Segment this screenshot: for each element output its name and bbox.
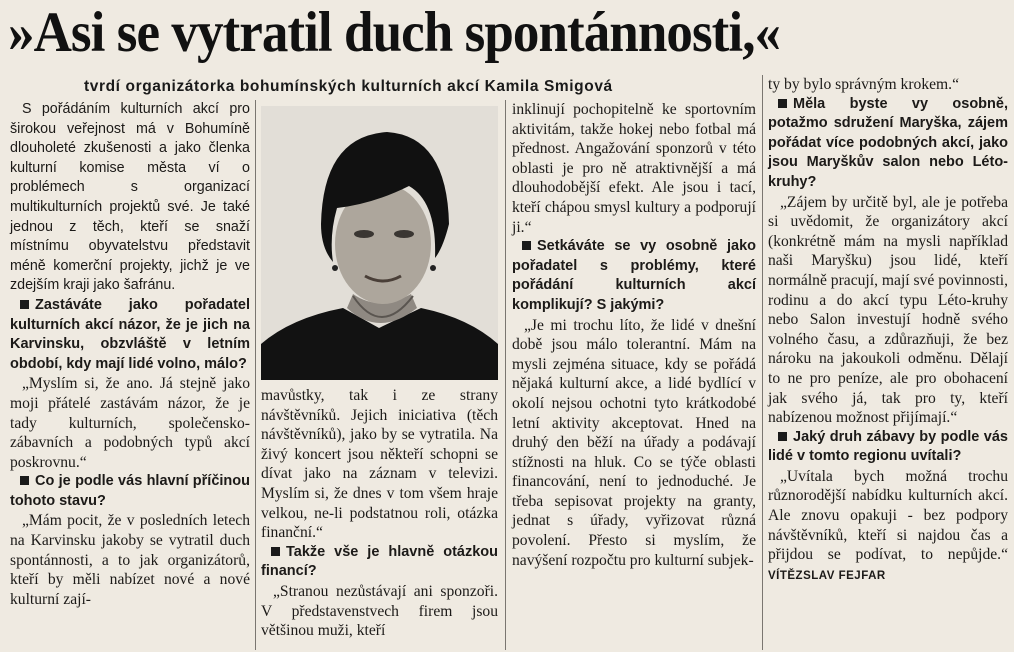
column-divider [505,100,506,650]
column-3 [512,100,756,570]
bullet-square-icon [271,547,280,556]
author-signature: VÍTĚZSLAV FEJFAR [768,569,886,582]
answer-2: „Mám pocit, že v posledních letech na Karvinsku jakoby se vytratil duch spontánnosti, a to jak organizátorů, kteří by měli nabízet nové a nové kulturní zají- [10,512,250,608]
bullet-square-icon [778,432,787,441]
column-1 [10,100,250,609]
bullet-square-icon [778,99,787,108]
column-2 [261,386,498,641]
portrait-photo [261,106,498,380]
column-divider [762,75,763,650]
question-3-text: Takže vše je hlavně otázkou financí? [261,543,498,580]
question-3 [261,543,498,582]
headline: »Asi se vytratil duch spontánnosti,« [8,1,781,64]
answer-6 [768,467,1008,587]
column-3-paragraph: inklinují pochopitelně ke sportovním aktivitám, takže hokej nebo fotbal má přednost. Angažování sponzorů v této oblasti je pro ně atraktivnější a má dlouhodobější efekt. Ale jsou i tací, kteří chápou smysl kultury a podporují ji.“ [512,101,756,236]
question-2-text: Co je podle vás hlavní příčinou tohoto stavu? [10,473,250,509]
answer-4: „Je mi trochu líto, že lidé v dnešní době jsou málo tolerantní. Mám na mysli zejména situace, kdy se pořádá nějaká kulturní akce, a lidé bydlící v okolí nejsou ochotni tyto krátkodobé letní aktivity akceptovat. Hned na druhý den běží na úřady a podávají stížnosti na hluk. Co se týče oblasti financování, není to jednoduché. Je třeba sepisovat projekty na granty, jednat s úřady, vyřizovat různá povolení. Přesto si myslím, že navýšení rozpočtu pro kulturní subjek- [512,316,756,569]
bullet-square-icon [20,300,29,309]
question-6 [768,428,1008,467]
answer-3: „Stranou nezůstávají ani sponzoři. V představenstvech firem jsou většinou muži, kteří [261,582,498,640]
intro-paragraph: S pořádáním kulturních akcí pro širokou veřejnost má v Bohumíně dlouholeté zkušenosti a jako členka kulturní komise města ví o problémech s organizací multikulturních projektů své. Je také jednou z těch, kteří se snaží místnímu obyvatelstvu představit méně komerční projekty, jichž je ve zdejším kraji jako šafránu. [10,101,250,294]
question-5-text: Měla byste vy osobně, potažmo sdružení Maryška, zájem pořádat více podobných akcí, jako jsou Maryškův salon nebo Léto-kruhy? [768,95,1008,190]
question-6-text: Jaký druh zábavy by podle vás lidé v tomto regionu uvítali? [768,428,1008,465]
question-1 [10,296,250,374]
column-4-paragraph: ty by bylo správným krokem.“ [768,76,959,93]
question-4-text: Setkáváte se vy osobně jako pořadatel s problémy, které pořádání kulturních akcí komplikují? S jakými? [512,238,756,313]
question-5 [768,95,1008,193]
question-2 [10,472,250,511]
answer-5: „Zájem by určitě byl, ale je potřeba si uvědomit, že organizátory akcí (konkrétně mám na mysli například naši Maryšku) jsou lidé, kteří normálně pracují, mají své povinnosti, rodinu a do akcí typu Léto-kruhy nebo Salon investují hodně svého volného času, a zdůrazňuji, že bez nároku na jakoukoli odměnu. Dělají to ne pro peníze, ale pro obohacení jak svého já, tak pro ty, kteří nabízenou možnost přijímají.“ [768,193,1008,427]
answer-6-text: „Uvítala bych možná trochu různorodější nabídku kulturních akcí. Ale znovu opakuji - bez podpory návštěvníků, kteří si najdou čas a přijdou se podívat, to nepůjde.“ [768,467,1008,564]
question-4 [512,237,756,315]
column-4 [768,75,1008,586]
question-1-text: Zastáváte jako pořadatel kulturních akcí názor, že je jich na Karvinsku, obzvláště v letním období, kdy mají lidé volno, málo? [10,296,250,372]
answer-1: „Myslím si, že ano. Já stejně jako moji přátelé zastávám názor, že je tady kulturních, společensko-zábavních a podobných typů akcí poskrovnu.“ [10,375,250,471]
bullet-square-icon [522,241,531,250]
column-2-paragraph: mavůstky, tak i ze strany návštěvníků. Jejich iniciativa (těch návštěvníků), jako by se vytratila. Na živý koncert jsou někteří schopni se dívat jako na záznam v televizi. Myslím si, že dnes v tom všem hraje velkou, ne-li podstatnou roli, otázka finanční.“ [261,387,498,542]
bullet-square-icon [20,476,29,485]
subheadline: tvrdí organizátorka bohumínských kulturních akcí Kamila Smigová [84,78,613,95]
column-divider [255,100,256,650]
